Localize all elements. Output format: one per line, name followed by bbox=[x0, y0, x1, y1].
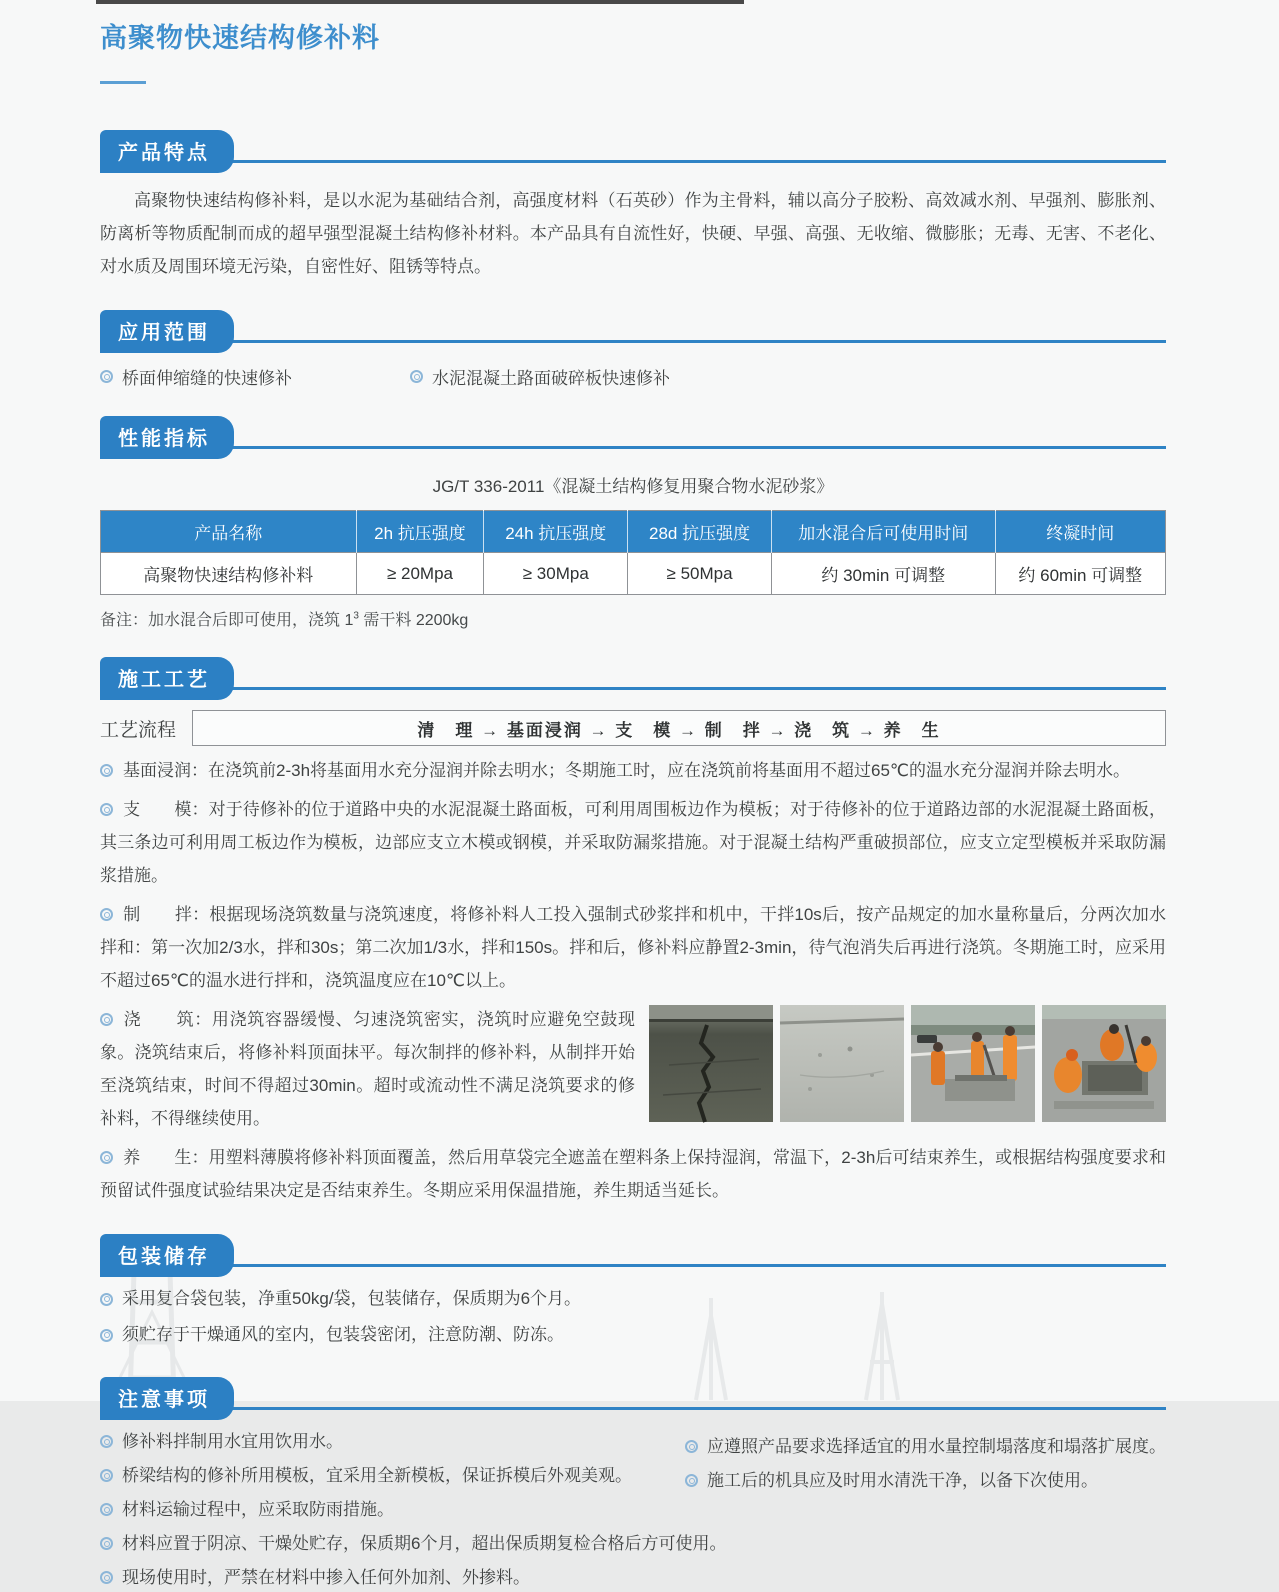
double-circle-bullet-icon bbox=[100, 1151, 113, 1164]
remark-text: 备注：加水混合后即可使用，浇筑 1 bbox=[100, 612, 354, 629]
section-tab-process: 施工工艺 bbox=[100, 657, 234, 700]
section-tab-features: 产品特点 bbox=[100, 130, 234, 173]
double-circle-bullet-icon bbox=[100, 1435, 113, 1448]
concrete-surface-photo bbox=[780, 1005, 904, 1122]
double-circle-bullet-icon bbox=[100, 764, 113, 777]
column-header: 28d 抗压强度 bbox=[628, 511, 772, 553]
page-title: 高聚物快速结构修补料 bbox=[100, 23, 380, 53]
road-repair-crew-photo bbox=[911, 1005, 1035, 1122]
application-item bbox=[410, 364, 670, 389]
process-step bbox=[100, 754, 1166, 787]
watermark-tower bbox=[858, 1292, 906, 1400]
packaging-list bbox=[100, 1284, 1166, 1350]
section-header-features bbox=[100, 130, 1166, 170]
packaging-text: 须贮存于干燥通风的室内，包装袋密闭，注意防潮、防冻。 bbox=[122, 1325, 564, 1344]
site-photo-strip bbox=[649, 1005, 1166, 1122]
application-label: 水泥混凝土路面破碎板快速修补 bbox=[432, 369, 670, 388]
table-header-row bbox=[101, 511, 1166, 553]
table-cell: 高聚物快速结构修补料 bbox=[101, 553, 357, 595]
note-text: 施工后的机具应及时用水清洗干净，以备下次使用。 bbox=[707, 1471, 1098, 1490]
section-rule bbox=[100, 687, 1166, 690]
double-circle-bullet-icon bbox=[100, 1571, 113, 1584]
note-text: 材料应置于阴凉、干燥处贮存，保质期6个月，超出保质期复检合格后方可使用。 bbox=[122, 1534, 727, 1553]
process-step bbox=[100, 1141, 1166, 1207]
features-paragraph: 高聚物快速结构修补料，是以水泥为基础结合剂，高强度材料（石英砂）作为主骨料，辅以高分子胶粉、高效减水剂、早强剂、膨胀剂、防离析等物质配制而成的超早强型混凝土结构修补材料。本产品具有自流性好，快硬、早强、高强、无收缩、微膨胀；无毒、无害、不老化、对水质及周围环境无污染，自密性好、阻锈等特点。 bbox=[100, 191, 1166, 276]
packaging-item bbox=[100, 1284, 1166, 1314]
patch-repair-crew-photo bbox=[1042, 1005, 1166, 1122]
double-circle-bullet-icon bbox=[410, 370, 423, 383]
section-rule bbox=[100, 446, 1166, 449]
process-step bbox=[100, 1003, 1166, 1135]
step-title: 支 模 bbox=[123, 800, 192, 819]
application-item bbox=[100, 364, 410, 389]
note-text: 桥梁结构的修补所用模板，宜采用全新模板，保证拆模后外观美观。 bbox=[122, 1466, 632, 1485]
section-rule bbox=[100, 1407, 1166, 1410]
flow-label: 工艺流程 bbox=[100, 720, 177, 741]
double-circle-bullet-icon bbox=[100, 1537, 113, 1550]
table-cell: ≥ 20Mpa bbox=[356, 553, 484, 595]
section-tab-performance: 性能指标 bbox=[100, 416, 234, 459]
double-circle-bullet-icon bbox=[100, 803, 113, 816]
section-header-performance bbox=[100, 416, 1166, 456]
note-text: 应遵照产品要求选择适宜的用水量控制塌落度和塌落扩展度。 bbox=[707, 1437, 1166, 1456]
step-text: ：用浇筑容器缓慢、匀速浇筑密实，浇筑时应避免空鼓现象。浇筑结束后，将修补料顶面抹平。每次制拌的修补料，从制拌开始至浇筑结束，时间不得超过30min。超时或流动性不满足浇筑要求的修补料，不得继续使用。 bbox=[100, 1010, 636, 1128]
column-header: 终凝时间 bbox=[995, 511, 1165, 553]
note-text: 材料运输过程中，应采取防雨措施。 bbox=[122, 1500, 394, 1519]
notes-right-column bbox=[685, 1427, 1166, 1500]
standard-reference: JG/T 336-2011《混凝土结构修复用聚合物水泥砂浆》 bbox=[432, 477, 834, 496]
step-title: 基面浸润 bbox=[123, 761, 191, 780]
table-cell: ≥ 30Mpa bbox=[484, 553, 628, 595]
note-item bbox=[100, 1529, 1166, 1558]
section-rule bbox=[100, 1264, 1166, 1267]
step-text: ：对于待修补的位于道路中央的水泥混凝土路面板，可利用周围板边作为模板；对于待修补的位于道路边部的水泥混凝土路面板，其三条边可利用周工板边作为模板，边部应支立木模或钢模，并采取防漏浆措施。对于混凝土结构严重破损部位，应支立定型模板并采取防漏浆措施。 bbox=[100, 800, 1167, 885]
remark-text: 需干料 2200kg bbox=[358, 612, 469, 629]
applications-list bbox=[100, 364, 1166, 389]
table-cell: 约 60min 可调整 bbox=[995, 553, 1165, 595]
double-circle-bullet-icon bbox=[685, 1474, 698, 1487]
double-circle-bullet-icon bbox=[100, 370, 113, 383]
double-circle-bullet-icon bbox=[100, 1469, 113, 1482]
double-circle-bullet-icon bbox=[100, 1013, 113, 1026]
section-header-applications bbox=[100, 310, 1166, 350]
column-header: 2h 抗压强度 bbox=[356, 511, 484, 553]
step-text: ：用塑料薄膜将修补料顶面覆盖，然后用草袋完全遮盖在塑料条上保持湿润，常温下，2-3h后可结束养生，或根据结构强度要求和预留试件强度试验结果决定是否结束养生。冬期应采用保温措施，养生期适当延长。 bbox=[100, 1148, 1166, 1200]
notes-list bbox=[100, 1427, 1166, 1592]
note-item bbox=[100, 1563, 1166, 1592]
title-underline bbox=[100, 81, 146, 84]
step-title: 浇 筑 bbox=[123, 1010, 195, 1029]
cracked-pavement-photo bbox=[649, 1005, 773, 1122]
column-header: 24h 抗压强度 bbox=[484, 511, 628, 553]
table-cell: ≥ 50Mpa bbox=[628, 553, 772, 595]
step-title: 制 拌 bbox=[123, 905, 193, 924]
table-cell: 约 30min 可调整 bbox=[771, 553, 995, 595]
double-circle-bullet-icon bbox=[100, 1503, 113, 1516]
step-text: ：在浇筑前2-3h将基面用水充分湿润并除去明水；冬期施工时，应在浇筑前将基面用不超过65℃的温水充分湿润并除去明水。 bbox=[191, 761, 1131, 780]
step-title: 养 生 bbox=[123, 1148, 192, 1167]
process-step bbox=[100, 898, 1166, 997]
table-remark bbox=[100, 607, 1166, 630]
packaging-item bbox=[100, 1320, 1166, 1350]
remark-superscript: 3 bbox=[353, 610, 359, 622]
note-text: 修补料拌制用水宜用饮用水。 bbox=[122, 1432, 343, 1451]
double-circle-bullet-icon bbox=[685, 1440, 698, 1453]
section-header-packaging bbox=[100, 1234, 1166, 1274]
section-header-process bbox=[100, 657, 1166, 697]
column-header: 产品名称 bbox=[101, 511, 357, 553]
column-header: 加水混合后可使用时间 bbox=[771, 511, 995, 553]
double-circle-bullet-icon bbox=[100, 908, 113, 921]
section-tab-notes: 注意事项 bbox=[100, 1377, 234, 1420]
note-item bbox=[685, 1466, 1166, 1495]
flow-sequence-box: 清 理 → 基面浸润 → 支 模 → 制 拌 → 浇 筑 → 养 生 bbox=[192, 710, 1166, 746]
performance-table bbox=[100, 510, 1166, 595]
watermark-mast bbox=[690, 1298, 732, 1400]
section-rule bbox=[100, 160, 1166, 163]
application-label: 桥面伸缩缝的快速修补 bbox=[122, 369, 292, 388]
table-row bbox=[101, 553, 1166, 595]
process-flow-row bbox=[100, 710, 1166, 746]
note-text: 现场使用时，严禁在材料中掺入任何外加剂、外掺料。 bbox=[122, 1568, 530, 1587]
section-rule bbox=[100, 340, 1166, 343]
process-step bbox=[100, 793, 1166, 892]
section-tab-applications: 应用范围 bbox=[100, 310, 234, 353]
section-tab-packaging: 包装储存 bbox=[100, 1234, 234, 1277]
note-item bbox=[685, 1432, 1166, 1461]
packaging-text: 采用复合袋包装，净重50kg/袋，包装储存，保质期为6个月。 bbox=[122, 1289, 582, 1308]
step-text: ：根据现场浇筑数量与浇筑速度，将修补料人工投入强制式砂浆拌和机中，干拌10s后，按产品规定的加水量称量后，分两次加水拌和：第一次加2/3水，拌和30s；第二次加1/3水，拌和150s。拌和后，修补料应静置2-3min，待气泡消失后再进行浇筑。冬期施工时，应采用不超过65℃的温水进行拌和，浇筑温度应在10℃以上。 bbox=[100, 905, 1166, 990]
section-header-notes bbox=[100, 1377, 1166, 1417]
